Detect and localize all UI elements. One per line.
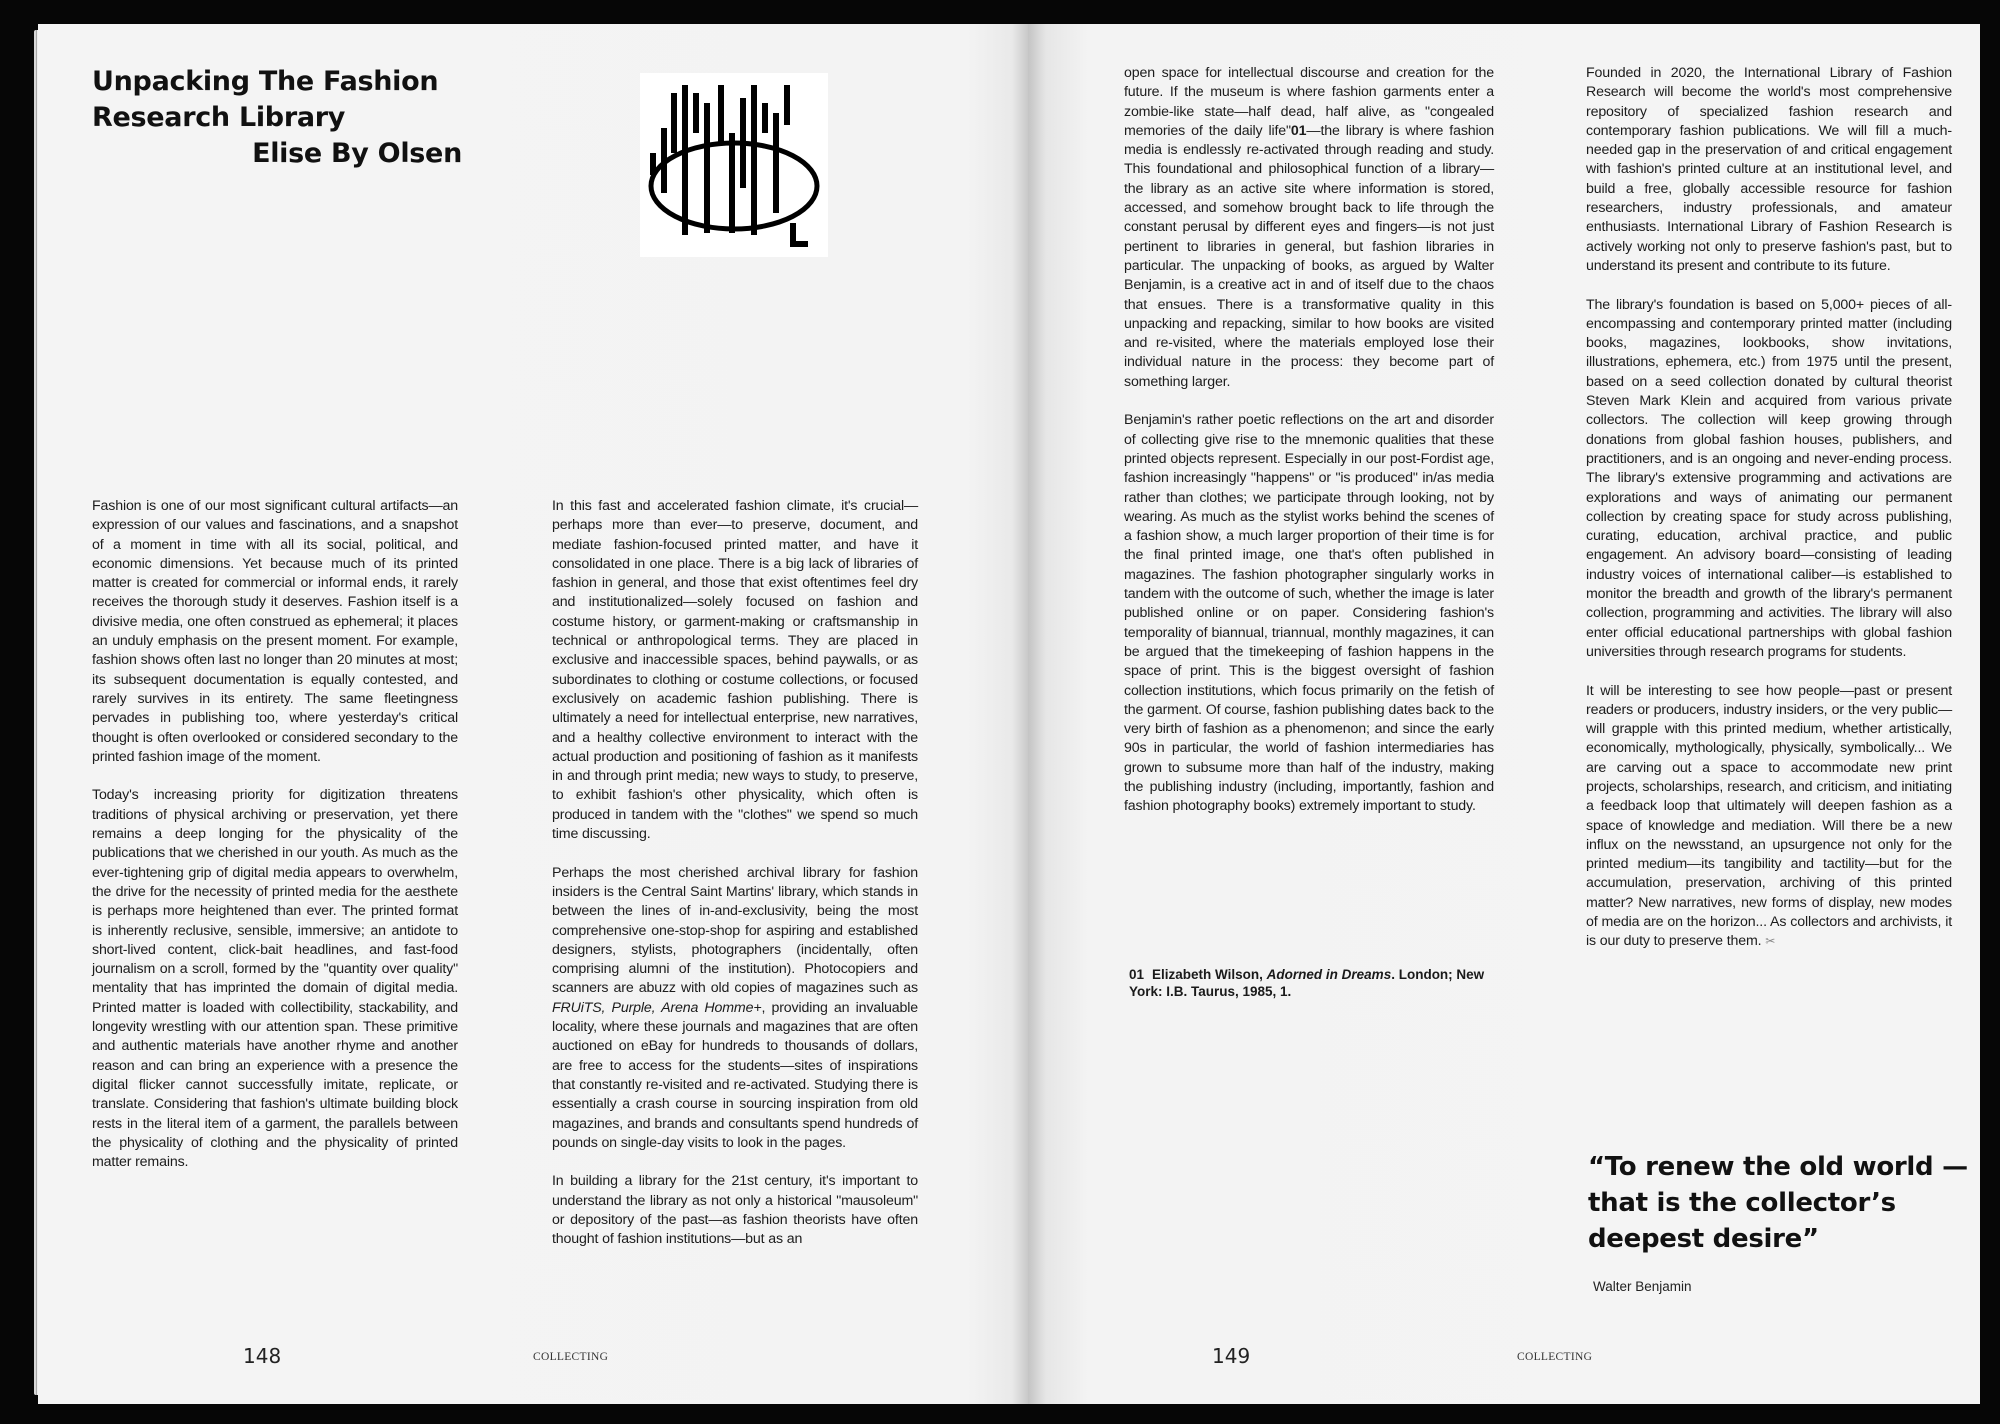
title-line-2: Research Library [92,102,346,133]
paragraph [1586,682,1952,952]
body-column-2 [552,497,918,1269]
body-column-1 [92,497,458,1192]
paragraph: The library's foundation is based on 5,000+ pieces of all-encompassing and contemporary printed matter (including books, magazines, lookbooks, show invitations, illustrations, ephemera, etc.) from 1975 until the present, based on a seed collection donated by cultural theorist Steven Mark Klein and acquired from various private collectors. The collection will keep growing through donations from global fashion houses, publishers, and practitioners, and is an ongoing and never-ending process. The library's extensive programming and activations are explorations and ways of animating our permanent collection by creating space for study across publishing, curating, education, archival practice, and public engagement. An advisory board—consisting of leading industry voices of international caliber—is established to monitor the breadth and growth of the library's permanent collection, programming and activities. The library will also enter official educational partnerships with global fashion universities through research programs for students. [1586,296,1952,660]
section-label: COLLECTING [533,1351,609,1363]
left-page [38,24,1028,1404]
paragraph-text: , providing an invaluable locality, where these journals and magazines that are often auctioned on eBay for hundreds to thousands of dollars, are free to access for the students—sites of inspirations that constantly re-visited and re-activated. Studying there is essentially a crash course in sourcing inspiration from old magazines, and brands and consultants spend hundreds of pounds on single-day visits to look in the pages. [552,999,918,1151]
article-title [92,64,462,172]
page-number: 148 [243,1344,282,1368]
paragraph-text: open space for intellectual discourse and creation for the future. If the museum is where fashion garments enter a zombie-like state—half dead, half alive, as "congealed memories of the daily life" [1124,65,1494,139]
paragraph: Founded in 2020, the International Library of Fashion Research will become the world's most comprehensive repository of specialized fashion research and contemporary fashion publications. We will fill a much-needed gap in the preservation of and critical engagement with fashion's printed culture at an institutional level, and build a free, globally accessible resource for fashion researchers, industry professionals, and amateur enthusiasts. International Library of Fashion Research is actively working not only to preserve fashion's past, but to understand its present and contribute to its future. [1586,65,1952,274]
paragraph: In building a library for the 21st century, it's important to understand the library as not only a historical "mausoleum" or depository of the past—as fashion theorists have often thought of fashion institutions—but as an [552,1173,918,1248]
footnote-reference: 01 [1290,122,1307,139]
section-label: COLLECTING [1517,1351,1593,1363]
paragraph-text: Perhaps the most cherished archival library for fashion insiders is the Central Saint Martins' library, which stands in between the lines of in-and-exclusivity, being the most comprehensive one-stop-shop for aspiring and established designers, stylists, photographers (incidentally, often comprising alumni of the institution). Photocopiers and scanners are abuzz with old copies of magazines such as [552,864,918,997]
footnote-author: Elizabeth Wilson, [1152,967,1267,982]
body-column-3 [1124,64,1494,836]
pull-quote: “To renew the old world — that is the collector’s deepest desire” [1588,1152,1968,1254]
title-line-1: Unpacking The Fashion [92,66,439,97]
footnote-number: 01 [1129,967,1145,982]
right-page [1028,24,1980,1404]
paragraph [552,864,918,1153]
footnote-publication: . London; New York: I.B. Taurus, 1985, 1. [1129,967,1485,999]
paragraph: In this fast and accelerated fashion climate, it's crucial—perhaps more than ever—to preserve, document, and mediate fashion-focused printed matter, and have it consolidated in one place. There is a big lack of libraries of fashion in general, and those that exist oftentimes feel dry and institutionalized—solely focused on fashion and costume history, or garment-making or craftsmanship in technical or anthropological terms. They are placed in exclusive and inaccessible spaces, behind paywalls, or as subordinates to clothing or costume collections, or focused exclusively on academic fashion publishing. There is ultimately a need for intellectual enterprise, new narratives, and a healthy collective environment to interact with the actual production and positioning of fashion as it manifests in and through print media; new ways to study, to preserve, to exhibit fashion's other physicality, which often is produced in tandem with the "clothes" we spend so much time discussing. [552,498,918,843]
logo-graphic [640,73,828,257]
footnote [1129,966,1494,1000]
article-author: Elise By Olsen [252,138,462,169]
pull-quote-author: Walter Benjamin [1593,1279,1692,1294]
footnote-book-title: Adorned in Dreams [1266,967,1392,982]
paragraph [1124,64,1494,392]
paragraph: Fashion is one of our most significant cultural artifacts—an expression of our values and fascinations, and a snapshot of a moment in time with all its social, political, and economic dimensions. Yet because much of its printed matter is created for commercial or informal ends, it rarely receives the thorough study it deserves. Fashion itself is a divisive media, one often construed as ephemeral; it places an unduly emphasis on the present moment. For example, fashion shows often last no longer than 20 minutes at most; its subsequent documentation is equally contested, and rarely survives in its entirety. The same fleetingness pervades in publishing too, where yesterday's critical thought is often overlooked or considered secondary to the printed fashion image of the moment. [92,498,458,765]
paragraph: Benjamin's rather poetic reflections on the art and disorder of collecting give rise to the mnemonic qualities that these printed objects represent. Especially in our post-Fordist age, fashion increasingly "happens" or "is produced" in/as media rather than clothes; we participate through looking, not by wearing. As much as the stylist works behind the scenes of a fashion show, a much larger proportion of their time is for the final printed image, one that's often published in magazines. The fashion photographer singularly works in tandem with the outcome of such, whether the image is later published online or on paper. Considering fashion's temporality of biannual, triannual, monthly magazines, it can be argued that the timekeeping of fashion happens in the space of print. This is the biggest oversight of fashion collection institutions, which focus primarily on the fetish of the garment. Of course, fashion publishing dates back to the very birth of fashion as a phenomenon; and since the early 90s in particular, the world of fashion intermediaries has grown to subsume more than half of the industry, making the publishing industry (including, importantly, fashion and fashion photography books) extremely important to study. [1124,412,1494,815]
paragraph-text: It will be interesting to see how people—past or present readers or producers, industry insiders, or the very public—will grapple with this printed medium, whether artistically, economically, mythologically, physically, symbolically... We are carving out a space to accommodate new print projects, scholarships, research, and criticism, and initiating a feedback loop that ultimately will deepen fashion as a space of knowledge and mediation. Will there be a new influx on the newsstand, an upsurgence not only for the printed medium—its tangibility and tactility—but for the accumulation, preservation, archiving of this printed matter? New narratives, new forms of display, new modes of media are on the horizon... As collectors and archivists, it is our duty to preserve them. [1586,682,1952,950]
scissors-end-icon: ✂ [1765,934,1776,949]
paragraph-text: —the library is where fashion media is endlessly re-activated through reading and study. This foundational and philosophical function of a library—the library as an active site where information is stored, accessed, and somehow brought back to life through the constant perusal by different eyes and fingers—is not just pertinent to libraries in general, but fashion libraries in particular. The unpacking of books, as argued by Walter Benjamin, is a creative act in and of itself due to the chaos that ensues. There is a transformative quality in this unpacking and repacking, similar to how books are visited and re-visited, where the materials employed lose their individual nature in the process: they become part of something larger. [1124,122,1495,390]
body-column-4 [1586,64,1952,971]
magazine-titles: FRUiTS, Purple, Arena Homme+ [552,999,762,1016]
paragraph: Today's increasing priority for digitization threatens traditions of physical archiving or preservation, yet there remains a deep longing for the physicality of the publications that we cherished in our youth. As much as the ever-tightening grip of digital media appears to overwhelm, the drive for the necessity of printed media for the aesthete is perhaps more heightened than ever. The printed format is inherently reclusive, sensible, immersive; an antidote to short-lived content, click-bait headlines, and fast-food journalism on a scroll, formed by the "quantity over quality" mentality that has imprinted the domain of digital media. Printed matter is loaded with collectibility, stackability, and longevity wrestling with our attention span. These primitive and authentic materials have another rhyme and another reason and can bring an experience with a presence the digital flicker cannot successfully imitate, replicate, or translate. Considering that fashion's ultimate building block rests in the literal item of a garment, the parallels between the physicality of clothing and the physicality of printed matter remains. [92,787,458,1171]
ilfr-monogram-logo-icon [640,73,828,257]
page-number: 149 [1212,1344,1251,1368]
